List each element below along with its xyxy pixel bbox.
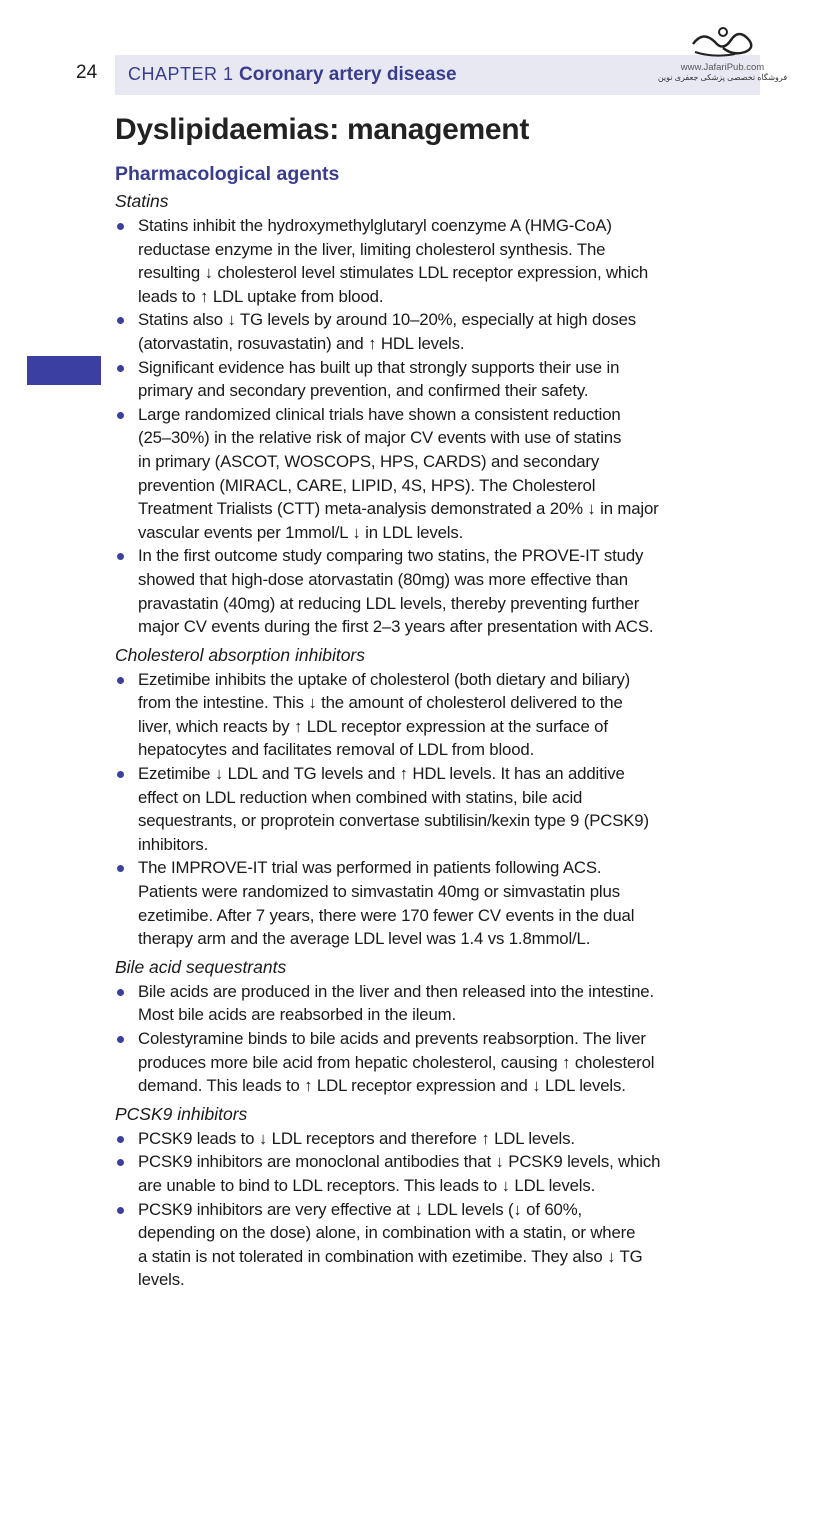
bullet-item	[115, 1127, 765, 1151]
bullet-icon	[117, 553, 124, 560]
chapter-label: CHAPTER 1	[128, 64, 234, 84]
text-line: liver, which reacts by ↑ LDL receptor expression at the surface of	[138, 716, 608, 736]
bullet-item	[115, 403, 765, 545]
text-line: a statin is not tolerated in combination with ezetimibe. They also ↓ TG	[138, 1246, 643, 1266]
bullet-icon	[117, 865, 124, 872]
text-line: therapy arm and the average LDL level was 1.4 vs 1.8mmol/L.	[138, 929, 591, 949]
text-line: Significant evidence has built up that strongly supports their use in	[138, 357, 620, 377]
page-title: Dyslipidaemias: management	[115, 113, 530, 146]
bullet-icon	[117, 771, 124, 778]
bullet-item	[115, 308, 765, 355]
text-line: (atorvastatin, rosuvastatin) and ↑ HDL levels.	[138, 333, 465, 353]
bullet-item	[115, 668, 765, 762]
bullet-icon	[117, 223, 124, 230]
bullet-item	[115, 214, 765, 308]
bullet-icon	[117, 1159, 124, 1166]
bullet-item	[115, 356, 765, 403]
page-content	[115, 160, 765, 1292]
text-line: (25–30%) in the relative risk of major CV events with use of statins	[138, 428, 622, 448]
bullet-item	[115, 762, 765, 856]
bullet-icon	[117, 1136, 124, 1143]
bullet-icon	[117, 317, 124, 324]
text-line: in primary (ASCOT, WOSCOPS, HPS, CARDS) and secondary	[138, 451, 600, 471]
text-line: produces more bile acid from hepatic cholesterol, causing ↑ cholesterol	[138, 1052, 655, 1072]
text-line: hepatocytes and facilitates removal of LDL from blood.	[138, 740, 535, 760]
text-line: primary and secondary prevention, and confirmed their safety.	[138, 381, 589, 401]
chapter-title: Coronary artery disease	[239, 64, 457, 85]
text-line: PCSK9 leads to ↓ LDL receptors and therefore ↑ LDL levels.	[138, 1128, 575, 1148]
subsection-heading: Bile acid sequestrants	[115, 956, 287, 977]
bullet-icon	[117, 1207, 124, 1214]
text-line: effect on LDL reduction when combined with statins, bile acid	[138, 787, 583, 807]
text-line: vascular events per 1mmol/L ↓ in LDL levels.	[138, 522, 464, 542]
text-line: The IMPROVE-IT trial was performed in patients following ACS.	[138, 858, 602, 878]
bullet-icon	[117, 1036, 124, 1043]
text-line: Patients were randomized to simvastatin 40mg or simvastatin plus	[138, 882, 620, 902]
bullet-item	[115, 1027, 765, 1098]
text-line: resulting ↓ cholesterol level stimulates LDL receptor expression, which	[138, 263, 649, 283]
text-line: Ezetimibe inhibits the uptake of cholesterol (both dietary and biliary)	[138, 669, 631, 689]
chapter-heading	[128, 64, 457, 86]
text-line: Ezetimibe ↓ LDL and TG levels and ↑ HDL levels. It has an additive	[138, 764, 625, 784]
text-line: prevention (MIRACL, CARE, LIPID, 4S, HPS). The Cholesterol	[138, 475, 596, 495]
text-line: Colestyramine binds to bile acids and prevents reabsorption. The liver	[138, 1029, 646, 1048]
text-line: leads to ↑ LDL uptake from blood.	[138, 286, 384, 306]
text-line: are unable to bind to LDL receptors. This leads to ↓ LDL levels.	[138, 1175, 596, 1195]
bullet-icon	[117, 989, 124, 996]
text-line: showed that high-dose atorvastatin (80mg) was more effective than	[138, 569, 628, 589]
publisher-logo-icon	[683, 22, 763, 62]
text-line: sequestrants, or proprotein convertase subtilisin/kexin type 9 (PCSK9)	[138, 811, 649, 831]
text-line: inhibitors.	[138, 834, 209, 854]
bullet-item	[115, 856, 765, 950]
text-line: pravastatin (40mg) at reducing LDL levels, thereby preventing further	[138, 593, 640, 613]
text-line: Treatment Trialists (CTT) meta-analysis demonstrated a 20% ↓ in major	[138, 499, 659, 519]
text-line: major CV events during the first 2–3 years after presentation with ACS.	[138, 617, 654, 637]
text-line: In the first outcome study comparing two statins, the PROVE-IT study	[138, 546, 644, 566]
text-line: levels.	[138, 1270, 185, 1290]
bullet-icon	[117, 412, 124, 419]
watermark-tagline: فروشگاه تخصصی پزشکی جعفری نوین	[657, 73, 788, 82]
page-number: 24	[76, 62, 98, 83]
bullet-item	[115, 980, 765, 1027]
bullet-icon	[117, 365, 124, 372]
bullet-item	[115, 544, 765, 638]
subsection-heading: PCSK9 inhibitors	[115, 1103, 248, 1124]
text-line: Statins inhibit the hydroxymethylglutaryl coenzyme A (HMG-CoA)	[138, 216, 612, 235]
chapter-thumb-tab	[27, 356, 101, 385]
publisher-watermark	[655, 22, 790, 97]
text-line: PCSK9 inhibitors are very effective at ↓ LDL levels (↓ of 60%,	[138, 1199, 582, 1219]
text-line: reductase enzyme in the liver, limiting cholesterol synthesis. The	[138, 239, 606, 259]
bullet-item	[115, 1150, 765, 1197]
text-line: depending on the dose) alone, in combination with a statin, or where	[138, 1223, 636, 1243]
text-line: Large randomized clinical trials have shown a consistent reduction	[138, 404, 621, 424]
text-line: ezetimibe. After 7 years, there were 170 fewer CV events in the dual	[138, 905, 635, 925]
section-heading: Pharmacological agents	[115, 163, 340, 185]
bullet-item	[115, 1198, 765, 1292]
text-line: Bile acids are produced in the liver and then released into the intestine.	[138, 981, 654, 1001]
bullet-icon	[117, 677, 124, 684]
subsection-heading: Cholesterol absorption inhibitors	[115, 644, 365, 665]
watermark-url: www.JafariPub.com	[680, 62, 765, 73]
text-line: Most bile acids are reabsorbed in the ileum.	[138, 1005, 457, 1025]
text-line: PCSK9 inhibitors are monoclonal antibodies that ↓ PCSK9 levels, which	[138, 1152, 661, 1172]
text-line: from the intestine. This ↓ the amount of cholesterol delivered to the	[138, 693, 623, 713]
text-line: demand. This leads to ↑ LDL receptor expression and ↓ LDL levels.	[138, 1076, 626, 1096]
text-line: Statins also ↓ TG levels by around 10–20%, especially at high doses	[138, 310, 637, 330]
subsection-heading: Statins	[115, 191, 169, 211]
